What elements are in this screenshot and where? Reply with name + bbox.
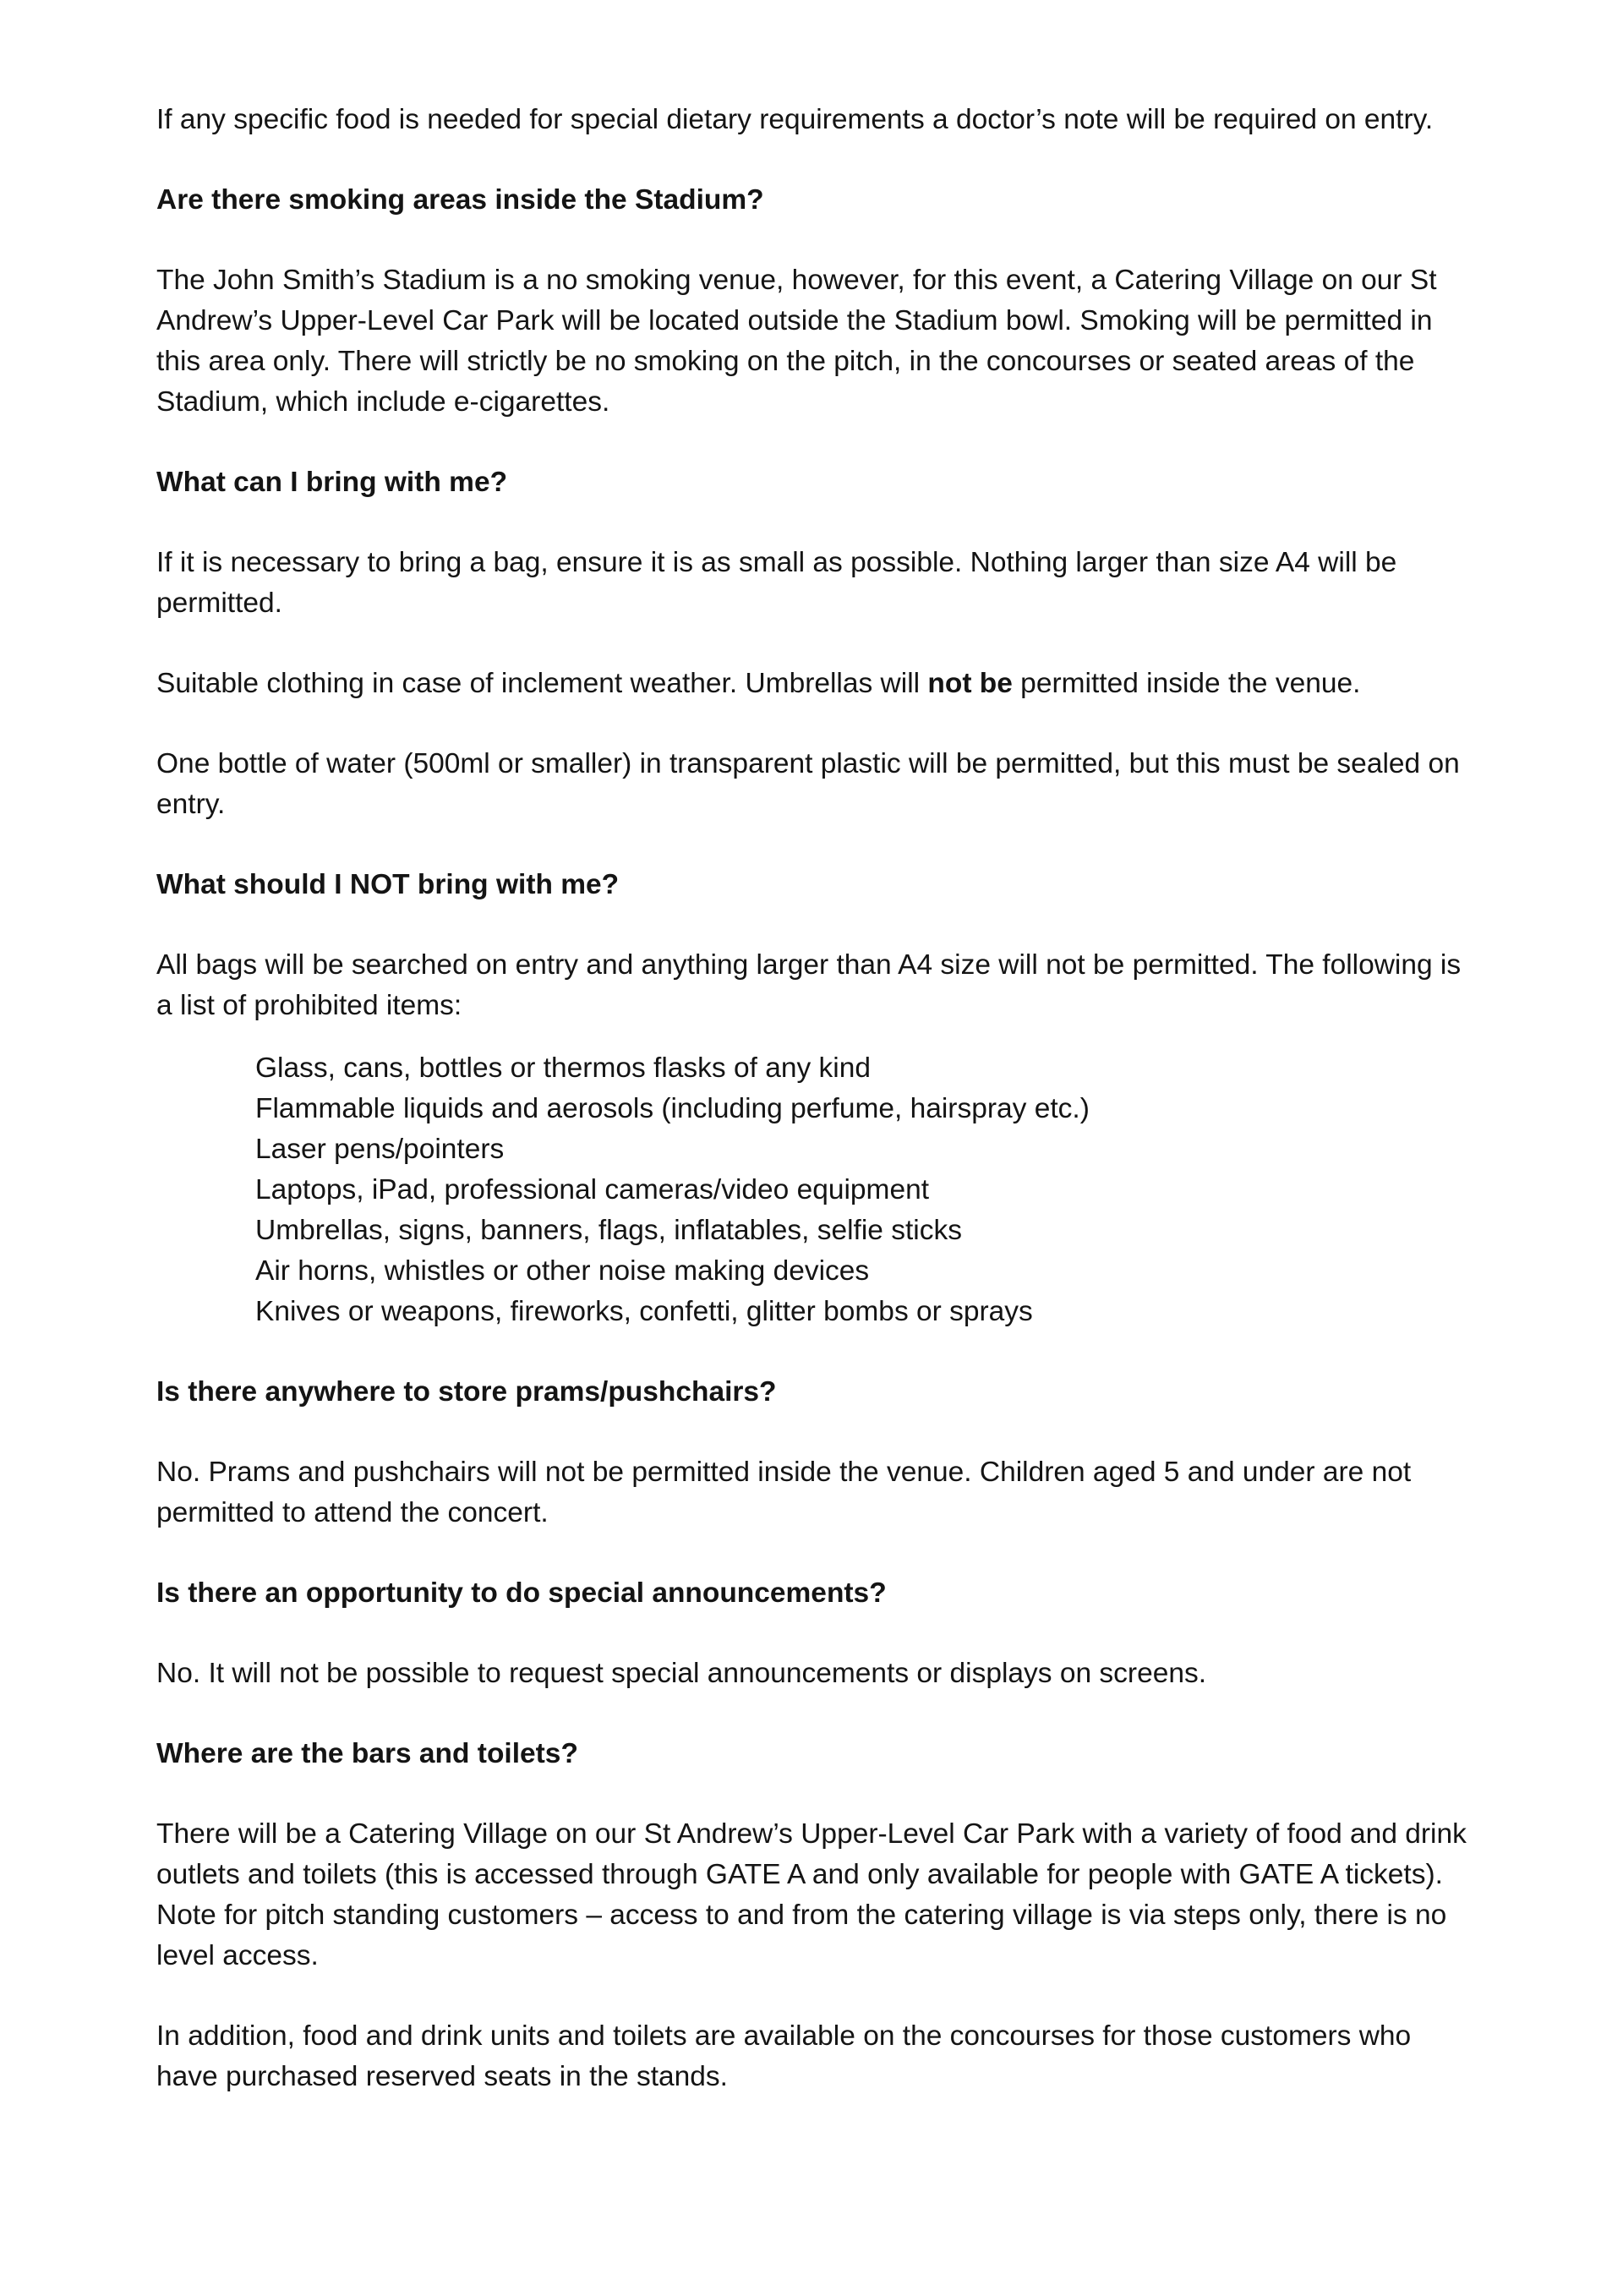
prams-heading: Is there anywhere to store prams/pushchairs? bbox=[156, 1376, 777, 1408]
prohibited-item: Glass, cans, bottles or thermos flasks of any kind bbox=[255, 1052, 872, 1084]
clothing-emphasis: not be bbox=[927, 668, 1013, 699]
bars-paragraph: There will be a Catering Village on our St Andrew’s Upper-Level Car Park with a variety of food and drink outlets and toilets (this is accessed through GATE A and only available for people with GATE A tickets). Note for pitch standing customers – access to and from the catering village is via steps only, there is no level access. bbox=[156, 1818, 1467, 1971]
bars-heading: Where are the bars and toilets? bbox=[156, 1738, 578, 1769]
bag-paragraph: If it is necessary to bring a bag, ensure it is as small as possible. Nothing larger than size A4 will be permitted. bbox=[156, 547, 1397, 619]
bring-heading: What can I bring with me? bbox=[156, 467, 508, 498]
smoking-heading: Are there smoking areas inside the Stadium? bbox=[156, 184, 764, 216]
clothing-text-before: Suitable clothing in case of inclement weather. Umbrellas will bbox=[156, 668, 928, 699]
dietary-paragraph: If any specific food is needed for special dietary requirements a doctor’s note will be required on entry. bbox=[156, 104, 1434, 135]
clothing-text-after: permitted inside the venue. bbox=[1012, 668, 1361, 699]
prohibited-item: Laser pens/pointers bbox=[255, 1134, 505, 1165]
document-page bbox=[156, 100, 1467, 2137]
prohibited-item: Knives or weapons, fireworks, confetti, glitter bombs or sprays bbox=[255, 1296, 1033, 1327]
prohibited-item: Laptops, iPad, professional cameras/video equipment bbox=[255, 1174, 930, 1205]
bars-concourse-paragraph: In addition, food and drink units and toilets are available on the concourses for those customers who have purchased reserved seats in the stands. bbox=[156, 2020, 1412, 2092]
clothing-paragraph bbox=[156, 664, 1467, 704]
announcements-paragraph: No. It will not be possible to request special announcements or displays on screens. bbox=[156, 1658, 1207, 1689]
prohibited-items-list bbox=[255, 1048, 1467, 1332]
prams-paragraph: No. Prams and pushchairs will not be permitted inside the venue. Children aged 5 and under are not permitted to attend the concert. bbox=[156, 1457, 1412, 1528]
prohibited-item: Umbrellas, signs, banners, flags, inflatables, selfie sticks bbox=[255, 1215, 962, 1246]
not-bring-paragraph: All bags will be searched on entry and anything larger than A4 size will not be permitted. The following is a list of prohibited items: bbox=[156, 949, 1462, 1021]
prohibited-item: Flammable liquids and aerosols (including perfume, hairspray etc.) bbox=[255, 1093, 1090, 1124]
water-paragraph: One bottle of water (500ml or smaller) in transparent plastic will be permitted, but this must be sealed on entry. bbox=[156, 748, 1460, 820]
smoking-paragraph: The John Smith’s Stadium is a no smoking venue, however, for this event, a Catering Village on our St Andrew’s Upper-Level Car Park will be located outside the Stadium bowl. Smoking will be permitted in this area only. There will strictly be no smoking on the pitch, in the concourses or seated areas of the Stadium, which include e-cigarettes. bbox=[156, 265, 1437, 418]
not-bring-heading: What should I NOT bring with me? bbox=[156, 869, 620, 900]
prohibited-item: Air horns, whistles or other noise making devices bbox=[255, 1255, 870, 1287]
announcements-heading: Is there an opportunity to do special announcements? bbox=[156, 1577, 887, 1609]
